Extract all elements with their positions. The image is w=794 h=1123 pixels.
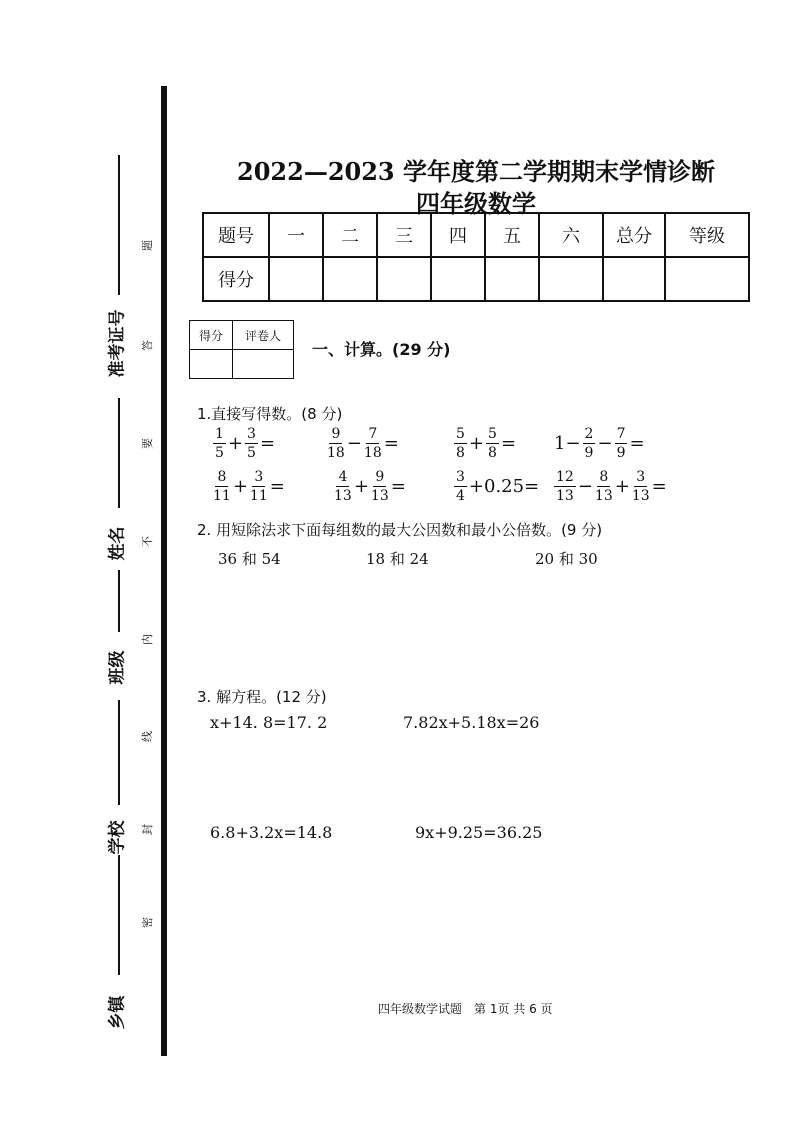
- field-class: 班级: [107, 650, 128, 685]
- fraction-denominator: 9: [584, 445, 594, 461]
- section-1-heading: 一、计算。(29 分): [312, 340, 451, 359]
- score-table-score-row: [203, 257, 749, 301]
- operator: −: [577, 476, 593, 497]
- fraction: [583, 427, 596, 460]
- exam-number-underline[interactable]: [118, 155, 120, 295]
- fraction-denominator: 13: [334, 488, 352, 504]
- fraction: [334, 470, 352, 503]
- q1-expression: [453, 470, 540, 503]
- score-cell[interactable]: [377, 257, 431, 301]
- score-header-cell: 等级: [665, 213, 749, 257]
- q2-pair: 20 和 30: [535, 550, 598, 568]
- operator: =: [500, 433, 517, 454]
- q1-expression: [453, 427, 517, 460]
- operator: +0.25=: [468, 476, 540, 497]
- score-cell[interactable]: [665, 257, 749, 301]
- score-header-cell: 二: [323, 213, 377, 257]
- fraction: [595, 470, 613, 503]
- operator: =: [629, 433, 645, 454]
- grader-name-cell[interactable]: [233, 350, 294, 379]
- class-underline[interactable]: [118, 570, 120, 632]
- q3-equation: 7.82x+5.18x=26: [403, 713, 540, 732]
- seal-char-xian: 线: [141, 731, 154, 742]
- fraction-denominator: 18: [327, 445, 345, 461]
- score-header-cell: 总分: [603, 213, 665, 257]
- page-footer: 四年级数学试题 第 1页 共 6 页: [378, 1002, 553, 1016]
- fraction-denominator: 13: [556, 488, 574, 504]
- fraction: [554, 470, 576, 503]
- seal-char-da: 答: [141, 340, 154, 351]
- fraction-numerator: 8: [599, 469, 609, 485]
- fraction-numerator: 7: [368, 426, 378, 442]
- grader-name-label: 评卷人: [233, 321, 294, 350]
- school-underline[interactable]: [118, 700, 120, 805]
- fraction-numerator: 7: [616, 426, 626, 442]
- name-underline[interactable]: [118, 398, 120, 508]
- q1-expression: [212, 470, 286, 503]
- field-name: 姓名: [107, 526, 128, 561]
- score-cell[interactable]: [269, 257, 323, 301]
- fraction-denominator: 13: [370, 488, 389, 504]
- seal-char-bu: 不: [141, 536, 154, 547]
- fraction: [213, 427, 226, 460]
- field-school: 学校: [107, 820, 128, 855]
- fraction: [327, 427, 345, 460]
- town-underline[interactable]: [118, 855, 120, 975]
- fraction-numerator: 5: [488, 426, 497, 442]
- fraction-numerator: 9: [331, 426, 341, 442]
- q2-pair: 18 和 24: [366, 550, 429, 568]
- fraction-denominator: 5: [247, 445, 256, 461]
- q3-equation: 6.8+3.2x=14.8: [210, 823, 333, 842]
- fraction-denominator: 9: [616, 445, 626, 461]
- fraction-numerator: 9: [375, 469, 385, 485]
- operator: =: [259, 433, 276, 454]
- score-cell[interactable]: [431, 257, 485, 301]
- q3-equation: x+14. 8=17. 2: [210, 713, 328, 732]
- exam-subtitle: 四年级数学: [416, 189, 536, 218]
- operator: 1−: [554, 433, 581, 454]
- field-town: 乡镇: [107, 995, 128, 1030]
- fraction: [486, 427, 499, 460]
- fraction-denominator: 11: [249, 488, 268, 504]
- score-header-cell: 五: [485, 213, 539, 257]
- q1-expression: [333, 470, 407, 503]
- score-table-header-row: [203, 213, 749, 257]
- score-header-cell: 四: [431, 213, 485, 257]
- q1-expression: [212, 427, 276, 460]
- fraction-denominator: 18: [363, 445, 382, 461]
- operator: +: [468, 433, 485, 454]
- fraction-numerator: 1: [215, 426, 224, 442]
- score-header-cell: 一: [269, 213, 323, 257]
- fraction-denominator: 5: [215, 445, 224, 461]
- score-cell[interactable]: [485, 257, 539, 301]
- seal-char-feng: 封: [141, 824, 154, 835]
- seal-char-ti: 题: [141, 240, 154, 251]
- fraction: [454, 427, 467, 460]
- operator: =: [269, 476, 285, 497]
- fraction: [371, 470, 389, 503]
- q2-pair: 36 和 54: [218, 550, 281, 568]
- q2-prompt: 2. 用短除法求下面每组数的最大公因数和最小公倍数。(9 分): [197, 521, 603, 539]
- score-row-label: 得分: [203, 257, 269, 301]
- q3-equation: 9x+9.25=36.25: [415, 823, 543, 842]
- operator: =: [651, 476, 667, 497]
- q1-expression: [326, 427, 400, 460]
- fraction-numerator: 12: [556, 469, 574, 485]
- fraction-denominator: 4: [456, 488, 465, 504]
- fraction: [615, 427, 628, 460]
- grader-box: [189, 320, 294, 379]
- fraction: [245, 427, 258, 460]
- grader-score-label: 得分: [190, 321, 233, 350]
- score-header-cell: 题号: [203, 213, 269, 257]
- operator: −: [346, 433, 362, 454]
- q1-expression: [553, 427, 646, 460]
- fraction-numerator: 4: [338, 469, 348, 485]
- q3-prompt: 3. 解方程。(12 分): [197, 688, 327, 706]
- fraction: [454, 470, 467, 503]
- score-header-cell: 三: [377, 213, 431, 257]
- fraction-denominator: 8: [488, 445, 497, 461]
- operator: +: [614, 476, 630, 497]
- fraction-denominator: 13: [631, 488, 650, 504]
- score-cell[interactable]: [323, 257, 377, 301]
- operator: +: [232, 476, 248, 497]
- field-exam-number: 准考证号: [107, 309, 128, 378]
- operator: =: [390, 476, 406, 497]
- seal-char-nei: 内: [141, 634, 154, 645]
- score-cell[interactable]: [603, 257, 665, 301]
- fraction: [213, 470, 231, 503]
- binding-line: [161, 86, 167, 1056]
- fraction-numerator: 3: [247, 426, 256, 442]
- operator: −: [597, 433, 613, 454]
- seal-char-yao: 要: [141, 438, 154, 449]
- q1-expression: [553, 470, 668, 503]
- seal-char-mi: 密: [141, 917, 154, 928]
- fraction-numerator: 3: [636, 469, 646, 485]
- score-header-cell: 六: [539, 213, 603, 257]
- score-table: [202, 212, 750, 302]
- fraction-denominator: 13: [594, 488, 613, 504]
- exam-title: 2022—2023 学年度第二学期期末学情诊断: [237, 157, 715, 186]
- grader-score-cell[interactable]: [190, 350, 233, 379]
- fraction-numerator: 3: [254, 469, 264, 485]
- fraction-denominator: 8: [456, 445, 465, 461]
- operator: +: [227, 433, 244, 454]
- fraction: [632, 470, 650, 503]
- fraction-numerator: 2: [584, 426, 594, 442]
- fraction-denominator: 11: [213, 488, 231, 504]
- fraction-numerator: 8: [217, 469, 227, 485]
- fraction-numerator: 3: [456, 469, 465, 485]
- q1-prompt: 1.直接写得数。(8 分): [197, 405, 343, 423]
- score-cell[interactable]: [539, 257, 603, 301]
- operator: =: [383, 433, 399, 454]
- fraction: [250, 470, 268, 503]
- fraction-numerator: 5: [456, 426, 465, 442]
- operator: +: [353, 476, 369, 497]
- fraction: [364, 427, 382, 460]
